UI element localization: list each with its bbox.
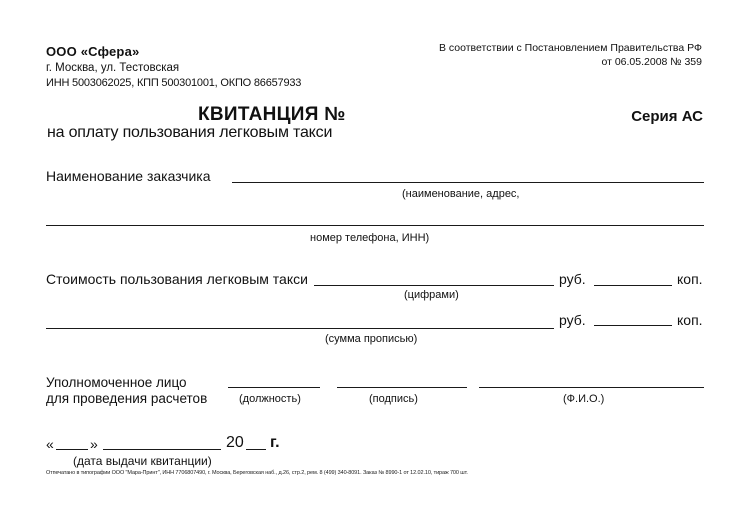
customer-name-field[interactable] xyxy=(232,182,704,183)
cost-words-hint: (сумма прописью) xyxy=(325,333,418,345)
cost-kop-label: коп. xyxy=(677,271,703,287)
cost-label: Стоимость пользования легковым такси xyxy=(46,271,308,287)
cost-digits-hint: (цифрами) xyxy=(404,289,459,301)
cost-words-kop-label: коп. xyxy=(677,312,703,328)
date-close-quote: » xyxy=(90,436,98,452)
date-hint: (дата выдачи квитанции) xyxy=(73,454,212,468)
decree-reference-line2: от 06.05.2008 № 359 xyxy=(601,56,702,68)
position-field[interactable] xyxy=(228,387,320,388)
signature-field[interactable] xyxy=(337,387,467,388)
cost-rub-digits-field[interactable] xyxy=(314,285,554,286)
date-day-field[interactable] xyxy=(56,449,88,450)
cost-words-kop-field[interactable] xyxy=(594,325,672,326)
document-series: Серия АС xyxy=(631,108,703,125)
customer-hint-2: номер телефона, ИНН) xyxy=(310,232,430,244)
date-year-prefix: 20 xyxy=(226,434,244,451)
cost-kop-digits-field[interactable] xyxy=(594,285,672,286)
position-hint: (должность) xyxy=(239,393,301,405)
date-year-suffix: г. xyxy=(270,434,280,451)
date-month-field[interactable] xyxy=(103,449,221,450)
document-subtitle: на оплату пользования легковым такси xyxy=(47,124,333,141)
organization-address: г. Москва, ул. Тестовская xyxy=(46,62,180,74)
organization-ids: ИНН 5003062025, КПП 500301001, ОКПО 86657933 xyxy=(46,77,302,89)
customer-hint-1: (наименование, адрес, xyxy=(402,188,520,200)
document-title: КВИТАНЦИЯ № xyxy=(198,104,346,125)
cost-rub-label: руб. xyxy=(559,271,586,287)
customer-label: Наименование заказчика xyxy=(46,168,211,184)
printer-info: Отпечатано в типографии ООО "Мара-Принт", ИНН 7706807490, г. Москва, Береговская наб., д.26, стр.2, рем. 8 (499) 340-8091. Заказ № 8990-1 от 12.02.10, тираж 700 шт. xyxy=(46,470,468,476)
full-name-field[interactable] xyxy=(479,387,704,388)
date-year-field[interactable] xyxy=(246,449,266,450)
cost-words-field[interactable] xyxy=(46,328,554,329)
full-name-hint: (Ф.И.О.) xyxy=(563,393,605,405)
authorized-label-line1: Уполномоченное лицо xyxy=(46,375,187,390)
customer-details-field[interactable] xyxy=(46,225,704,226)
cost-words-rub-label: руб. xyxy=(559,312,586,328)
signature-hint: (подпись) xyxy=(369,393,418,405)
decree-reference-line1: В соответствии с Постановлением Правительства РФ xyxy=(439,42,702,54)
date-open-quote: « xyxy=(46,436,54,452)
authorized-label-line2: для проведения расчетов xyxy=(46,391,208,406)
organization-name: ООО «Сфера» xyxy=(46,44,140,59)
